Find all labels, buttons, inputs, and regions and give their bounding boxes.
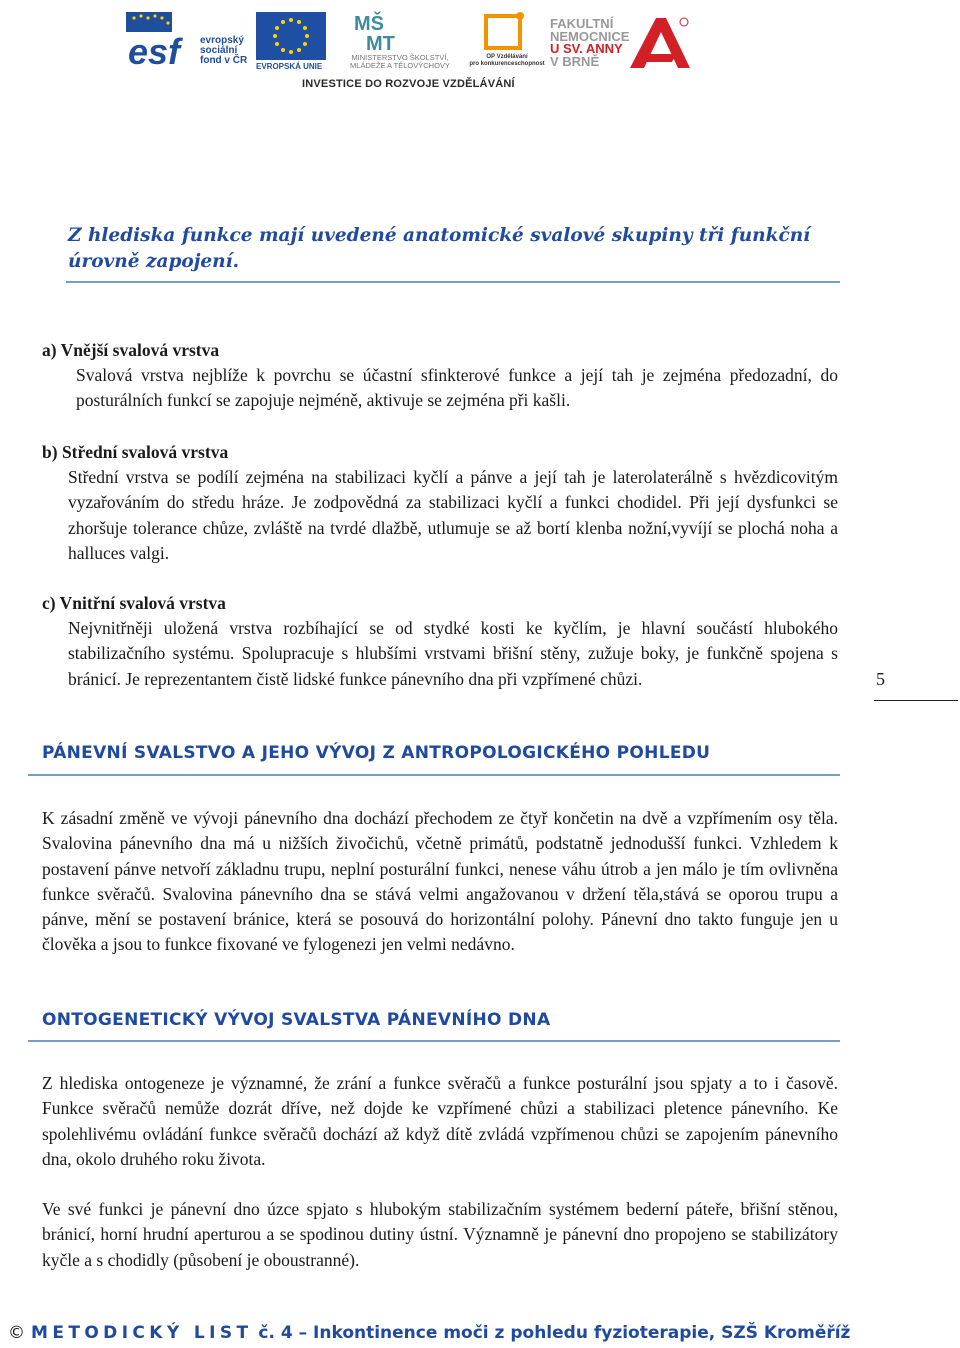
op-logo-icon xyxy=(476,12,532,52)
fn-logo-text: FAKULTNÍ NEMOCNICE U SV. ANNY V BRNĚ xyxy=(550,16,630,69)
section-underline xyxy=(28,774,840,776)
investice-tagline: INVESTICE DO ROZVOJE VZDĚLÁVÁNÍ xyxy=(302,78,515,90)
layer-c-title: c) Vnitřní svalová vrstva xyxy=(42,593,226,613)
logo-bar xyxy=(126,10,691,94)
ontogenetic-paragraph-1: Z hlediska ontogeneze je významné, že zrání a funkce svěračů a funkce posturální jsou spjaty a to i časově. Funkce svěračů nemůže dozrát dříve, než dojde ke vzpřímené chůzi a stabilizaci pletence pánevního. Ke spolehlivému ovládání funkce svěračů dochází až když dítě zvládá vzpřímenou chůzi se zapojením pánevního dna, okolo druhého roku života. xyxy=(42,1073,838,1169)
heading-underline xyxy=(66,281,840,283)
fn-logo-icon xyxy=(626,14,692,70)
layer-b-title: b) Střední svalová vrstva xyxy=(42,442,229,462)
layer-a-title: a) Vnější svalová vrstva xyxy=(42,340,220,360)
esf-logo-text: evropský sociální fond v ČR xyxy=(200,35,248,66)
anthropological-paragraph: K zásadní změně ve vývoji pánevního dna dochází přechodem ze čtyř končetin na dvě a vzpřímením osy těla. Svalovina pánevního dna má u nižších živočichů, včetně primátů, podstatně jednodušší funkci. Vzhledem k postavení pánve netvoří základnu trupu, neplní posturální funkci, nenese váhu útrob a jen málo je tím ovlivněna funkce svěračů. Svalovina pánevního dna se stává velmi angažovanou v držení těla,stává se oporou trupu a pánve, mění se postavení bránice, která se posouvá do horizontální polohy. Pánevní dno takto funguje jen u člověka a jsou to funkce fixované ve fylogenezi jen velmi nedávno. xyxy=(42,808,838,955)
eu-logo-text: EVROPSKÁ UNIE xyxy=(256,62,323,71)
footer-title: č. 4 – Inkontinence moči z pohledu fyzioterapie, SZŠ Kroměříž xyxy=(258,1323,851,1343)
ontogenetic-paragraph-2: Ve své funkci je pánevní dno úzce spjato s hlubokým stabilizačním systémem bederní páteře, břišní stěnou, bránicí, horní hrudní aperturou a se spodinou dutiny ústní. Významně je pánevní dno propojeno se stabilizátory kyčle a s chodidly (působení je oboustranné). xyxy=(42,1199,838,1270)
footer xyxy=(8,1323,850,1343)
layer-b-body: Střední vrstva se podílí zejména na stabilizaci kyčlí a pánve a její tah je laterolaterálně s hvězdicovitým vyzařováním do středu hráze. Je zodpovědná za stabilizaci kyčlí a funkci chodidel. Při její dysfunkci se zhoršuje tolerance chůze, zvláště na tvrdé dlažbě, utlumuje se až bortí klenba nožní,vyvíjí se plochá noha a halluces valgi. xyxy=(68,467,838,563)
svg-text:esf: esf xyxy=(128,31,181,66)
svg-text:MT: MT xyxy=(366,33,395,52)
eu-flag-icon xyxy=(256,12,326,60)
op-logo-text: OP Vzdělávání pro konkurenceschopnost xyxy=(469,54,545,67)
section-heading-ontogenetic: ONTOGENETICKÝ VÝVOJ SVALSTVA PÁNEVNÍHO DNA xyxy=(42,1010,551,1030)
esf-logo-icon xyxy=(126,12,196,66)
page-number-rule xyxy=(874,700,958,701)
copyright-symbol: © xyxy=(8,1323,25,1343)
layer-c-body: Nejvnitřněji uložená vrstva rozbíhající se od stydké kosti ke kyčlím, je hlavní součástí hlubokého stabilizačního systému. Spolupracuje s hlubšími vrstvami břišní stěny, zužuje boky, je funkčně spojena s bránicí. Je reprezentantem čistě lidské funkce pánevního dna při vzpřímené chůzi. xyxy=(68,618,838,689)
layer-a-body: Svalová vrstva nejblíže k povrchu se účastní sfinkterové funkce a její tah je zejména předozadní, do posturálních funkcí se zapojuje nejméně, aktivuje se zejména při kašli. xyxy=(76,365,838,411)
page-number: 5 xyxy=(876,669,885,689)
msmt-logo-text: MINISTERSTVO ŠKOLSTVÍ, MLÁDEŽE A TĚLOVÝCHOVY xyxy=(350,53,450,70)
footer-label: METODICKÝ LIST xyxy=(31,1323,253,1343)
section-underline xyxy=(28,1040,840,1042)
intro-heading: Z hlediska funkce mají uvedené anatomické svalové skupiny tři funkční úrovně zapojení. xyxy=(68,225,811,272)
msmt-logo-icon xyxy=(352,10,412,52)
svg-text:MŠ: MŠ xyxy=(354,13,384,35)
section-heading-anthropological: PÁNEVNÍ SVALSTVO A JEHO VÝVOJ Z ANTROPOLOGICKÉHO POHLEDU xyxy=(42,743,711,763)
